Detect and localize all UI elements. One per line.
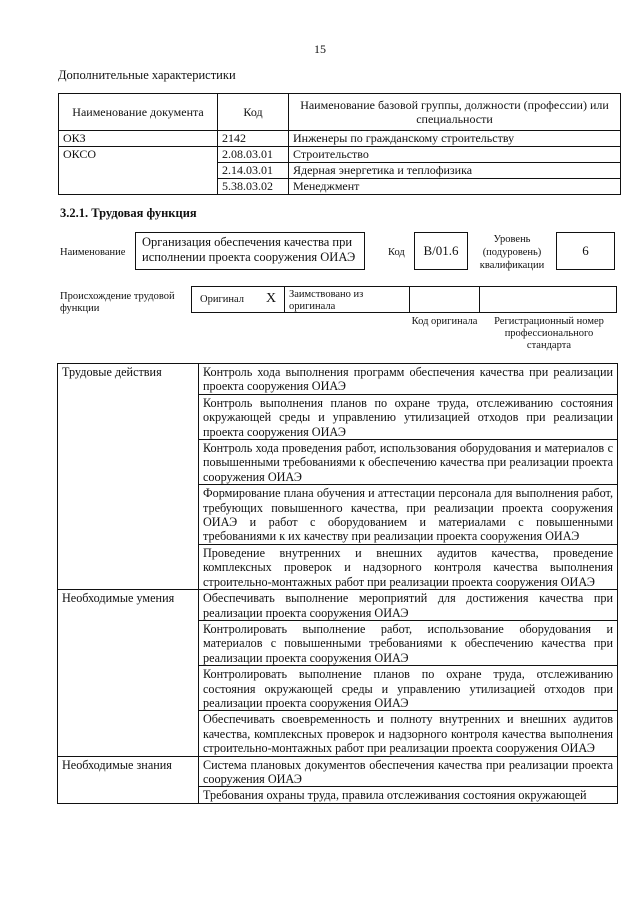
borrowed-label: Заимствовано из оригинала bbox=[289, 289, 364, 312]
required-skills-label: Необходимые умения bbox=[58, 590, 199, 756]
skill-item: Обеспечивать своевременность и полноту внутренних и внешних аудитов качества, комплексных проверок и надзорного контроля качества выполнения строительно-монтажных работ при реализации проекта сооружения ОИАЭ bbox=[199, 711, 618, 756]
header-base-group: Наименование базовой группы, должности (профессии) или специальности bbox=[289, 94, 621, 131]
page-number: 15 bbox=[314, 42, 326, 56]
function-name-box bbox=[135, 232, 365, 270]
required-knowledge-label: Необходимые знания bbox=[58, 756, 199, 803]
registration-number-label: Регистрационный номер профессионального стандарта bbox=[494, 316, 604, 351]
header-code: Код bbox=[218, 94, 289, 131]
skill-item: Контролировать выполнение планов по охране труда, отслеживанию состояния окружающей среды и управлению утилизацией отходов при реализации проекта сооружения ОИАЭ bbox=[199, 666, 618, 711]
function-name-value: Организация обеспечения качества при исполнении проекта сооружения ОИАЭ bbox=[142, 235, 356, 264]
table-row bbox=[59, 147, 621, 163]
section-title: 3.2.1. Трудовая функция bbox=[60, 206, 197, 220]
header-document-name: Наименование документа bbox=[59, 94, 218, 131]
origin-box bbox=[191, 286, 410, 313]
labor-action-item: Контроль выполнения планов по охране труда, отслеживанию состояния окружающей среды и управлению утилизацией отходов при реализации проекта сооружения ОИАЭ bbox=[199, 394, 618, 439]
additional-characteristics-table bbox=[58, 93, 621, 195]
code-label: Код bbox=[388, 247, 405, 258]
labor-function-table bbox=[57, 363, 618, 804]
name-cell: Ядерная энергетика и теплофизика bbox=[289, 163, 621, 179]
labor-action-item: Формирование плана обучения и аттестации персонала для выполнения работ, требующих повышенного качества, при реализации проекта сооружения ОИАЭ и работ с оборудованием и материалами с повышенными требованиями к их качеству при реализации проекта сооружения ОИАЭ bbox=[199, 485, 618, 545]
code-cell: 5.38.03.02 bbox=[218, 179, 289, 195]
labor-action-item: Контроль хода выполнения программ обеспечения качества при реализации проекта сооружения ОИАЭ bbox=[199, 364, 618, 395]
name-cell: Строительство bbox=[289, 147, 621, 163]
level-value: 6 bbox=[582, 243, 589, 258]
level-label: Уровень (подуровень) квалификации bbox=[479, 234, 545, 271]
registration-number-box bbox=[479, 286, 617, 313]
labor-actions-label: Трудовые действия bbox=[58, 364, 199, 590]
table-row bbox=[58, 364, 618, 395]
code-cell: 2.14.03.01 bbox=[218, 163, 289, 179]
labor-action-item: Контроль хода проведения работ, использования оборудования и материалов с повышенными требованиями к обеспечению качества при реализации проекта сооружения ОИАЭ bbox=[199, 440, 618, 485]
table-row bbox=[58, 590, 618, 621]
additional-characteristics-heading: Дополнительные характеристики bbox=[58, 68, 236, 82]
doc-okso: ОКСО bbox=[59, 147, 218, 195]
code-cell: 2142 bbox=[218, 131, 289, 147]
table-row bbox=[59, 131, 621, 147]
origin-divider bbox=[284, 286, 285, 313]
level-box bbox=[556, 232, 615, 270]
skill-item: Обеспечивать выполнение мероприятий для достижения качества при реализации проекта сооружения ОИАЭ bbox=[199, 590, 618, 621]
original-mark: X bbox=[266, 291, 277, 306]
original-code-box bbox=[409, 286, 480, 313]
name-cell: Менеджмент bbox=[289, 179, 621, 195]
original-code-label: Код оригинала bbox=[411, 316, 478, 327]
labor-action-item: Проведение внутренних и внешних аудитов качества, проведение комплексных проверок и надзорного контроля качества выполнения строительно-монтажных работ при реализации проекта сооружения ОИАЭ bbox=[199, 544, 618, 589]
knowledge-item: Система плановых документов обеспечения качества при реализации проекта сооружения ОИАЭ bbox=[199, 756, 618, 787]
name-cell: Инженеры по гражданскому строительству bbox=[289, 131, 621, 147]
code-cell: 2.08.03.01 bbox=[218, 147, 289, 163]
original-label: Оригинал bbox=[200, 294, 244, 305]
knowledge-item: Требования охраны труда, правила отслеживания состояния окружающей bbox=[199, 787, 618, 803]
function-code-value: B/01.6 bbox=[423, 243, 459, 258]
table-row bbox=[58, 756, 618, 787]
function-code-box bbox=[414, 232, 468, 270]
skill-item: Контролировать выполнение работ, использование оборудования и материалов с повышенными требованиями к обеспечению качества при реализации проекта сооружения ОИАЭ bbox=[199, 620, 618, 665]
origin-label: Происхождение трудовой функции bbox=[60, 291, 175, 314]
name-label: Наименование bbox=[60, 247, 126, 258]
doc-okz: ОКЗ bbox=[59, 131, 218, 147]
